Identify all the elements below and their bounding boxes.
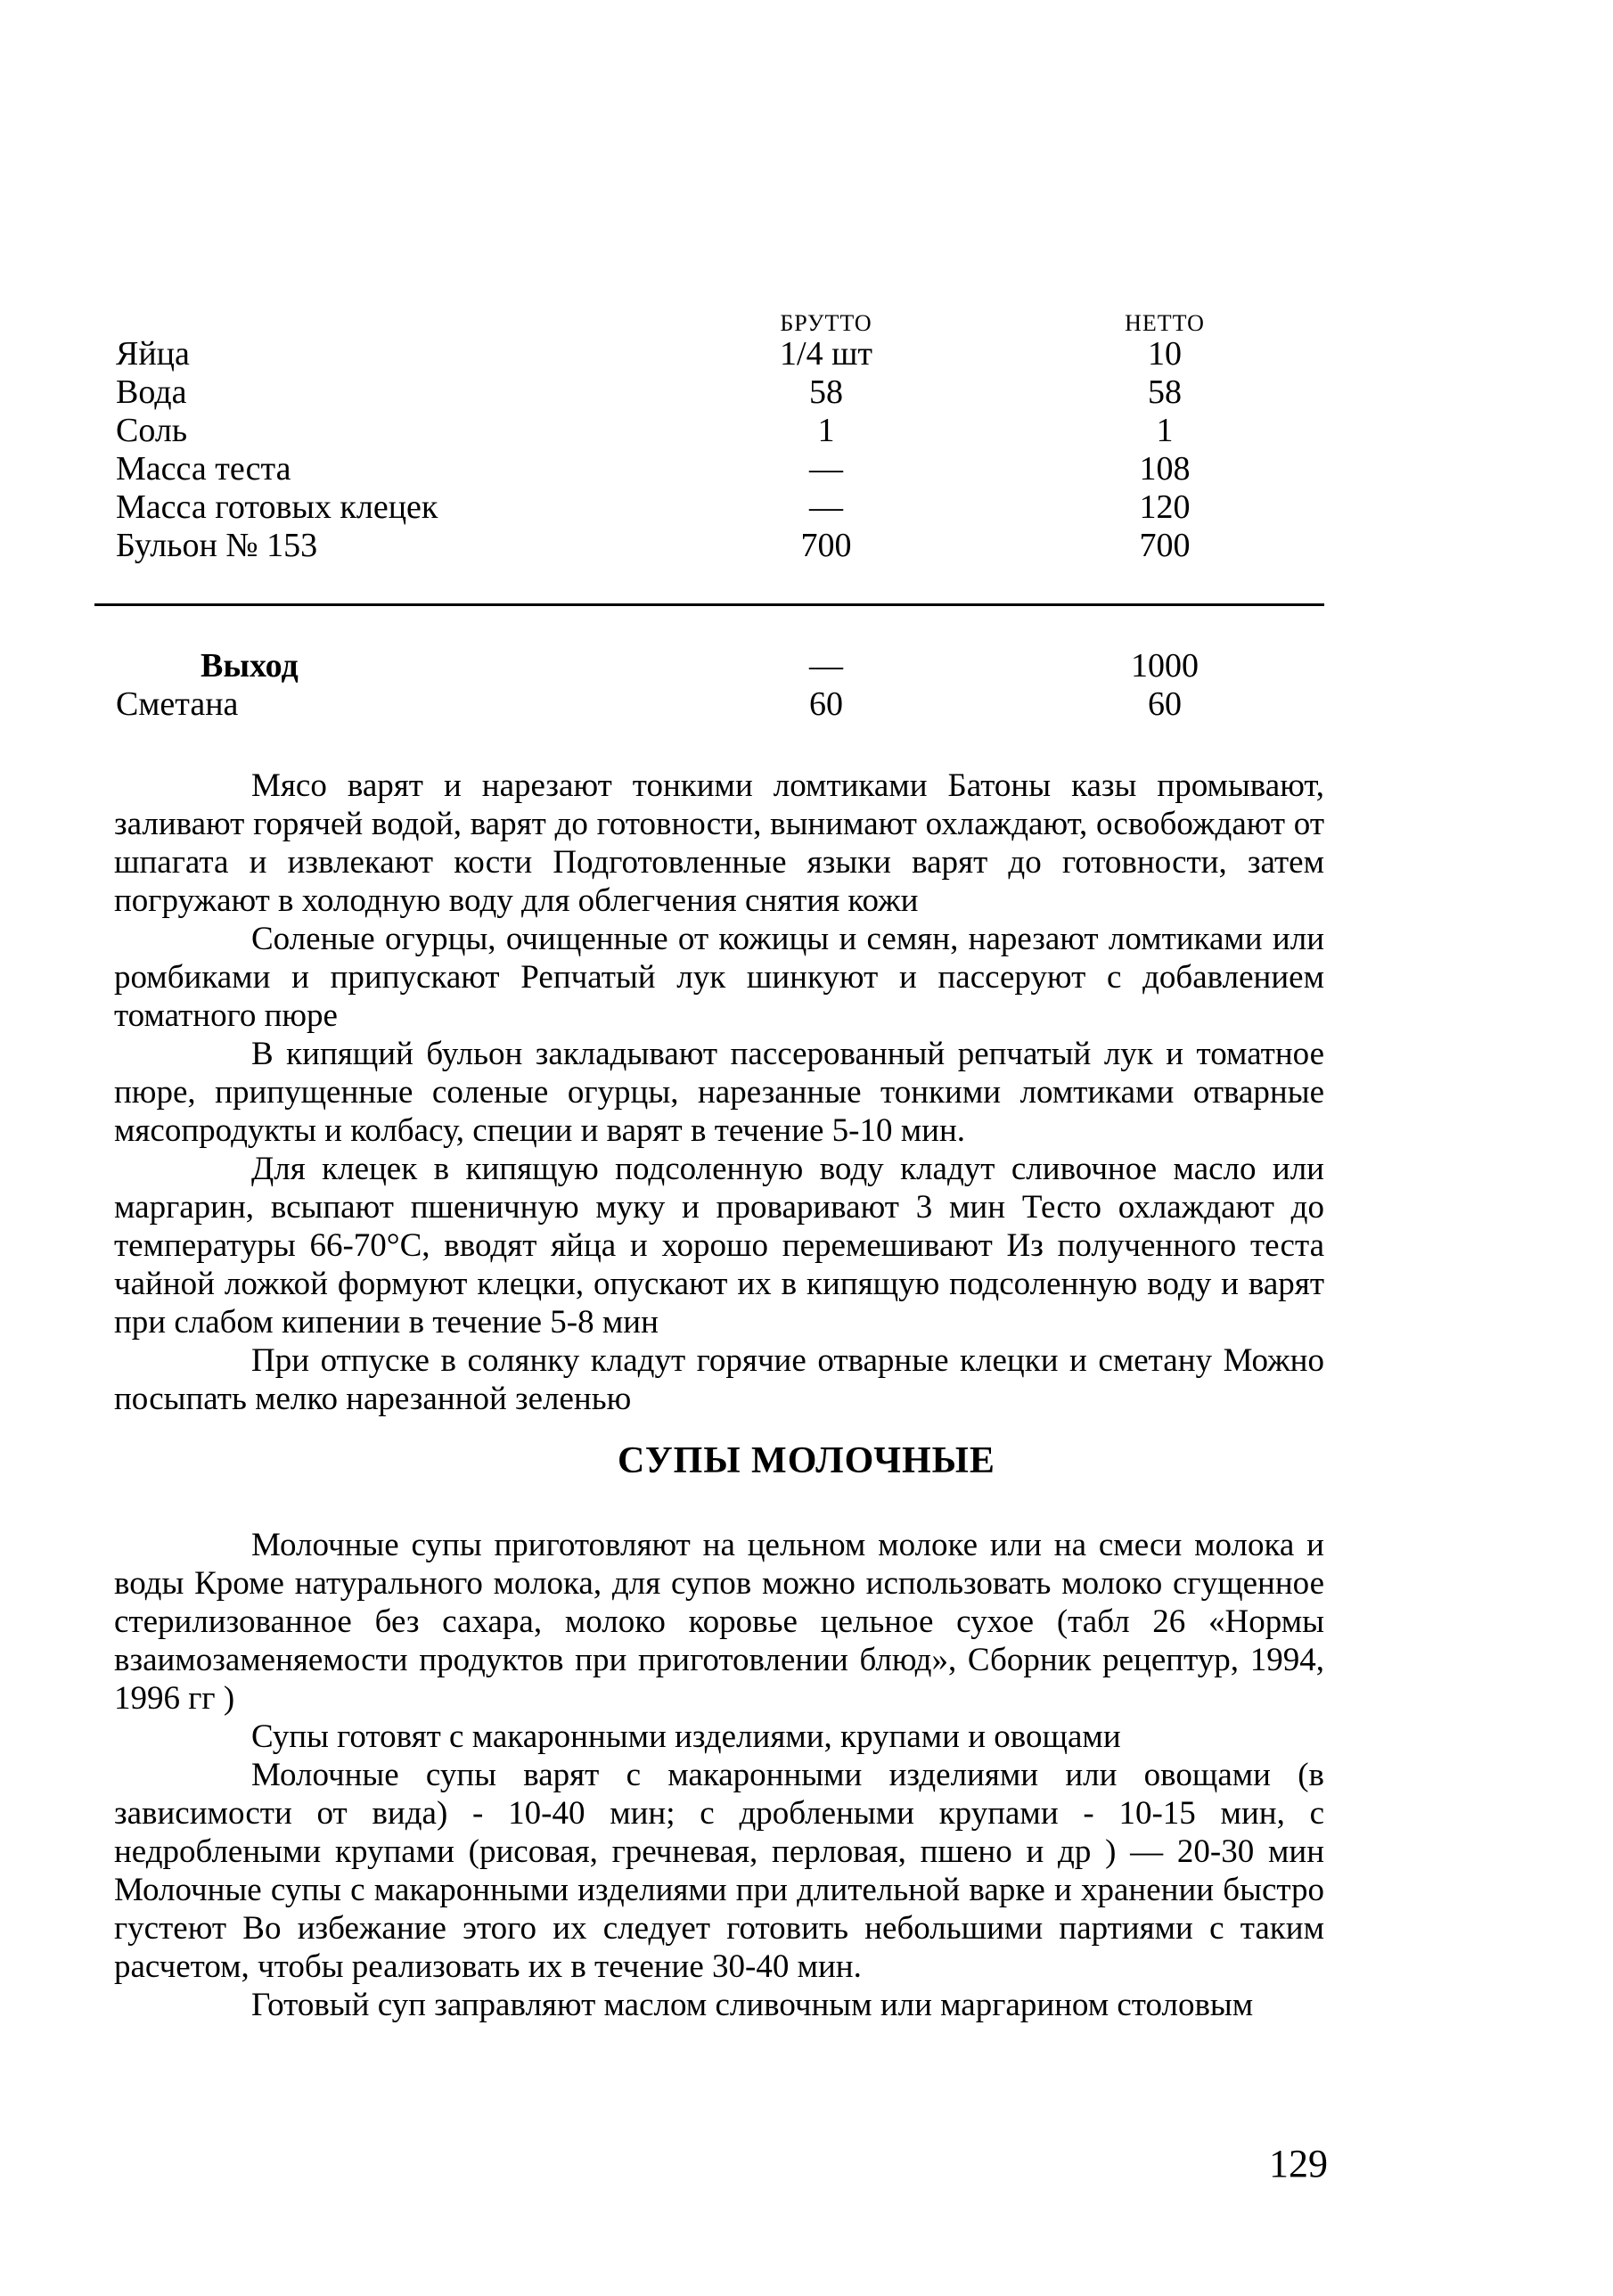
table-row <box>0 685 1613 724</box>
table-row <box>0 488 1613 527</box>
output-table <box>0 647 1613 724</box>
ingredient-name: Сметана <box>116 685 239 723</box>
netto-value: 1000 <box>1131 647 1199 685</box>
ingredient-name: Масса теста <box>116 450 291 488</box>
table-header <box>0 310 1613 337</box>
netto-value: 120 <box>1139 488 1191 526</box>
paragraph: Готовый суп заправляют маслом сливочным или маргарином столовым <box>251 1987 1254 2023</box>
section-title: СУПЫ МОЛОЧНЫЕ <box>618 1440 995 1481</box>
brutto-value: 1 <box>817 412 835 449</box>
paragraph: Мясо варят и нарезают тонкими ломтиками Батоны казы промывают, заливают горячей водой, варят до готовности, вынимают охлаждают, освобождают от шпагата и извлекают кости Подготовленные языки варят до готовности, затем погружают в холодную воду для облегчения снятия кожи <box>114 767 1324 919</box>
paragraph: При отпуске в солянку кладут горячие отварные клецки и сметану Можно посыпать мелко нарезанной зеленью <box>114 1342 1324 1417</box>
netto-value: 60 <box>1148 685 1182 723</box>
paragraph: Для клецек в кипящую подсоленную воду кладут сливочное масло или маргарин, всыпают пшеничную муку и проваривают 3 мин Тесто охлаждают до температуры 66-70°С, вводят яйца и хорошо перемешивают Из полученного теста чайной ложкой формуют клецки, опускают их в кипящую подсоленную воду и варят при слабом кипении в течение 5-8 мин <box>114 1151 1324 1341</box>
paragraph: Молочные супы приготовляют на цельном молоке или на смеси молока и воды Кроме натурального молока, для супов можно использовать молоко сгущенное стерилизованное без сахара, молоко коровье цельное сухое (табл 26 «Нормы взаимозаменяемости продуктов при приготовлении блюд», Сборник рецептур, 1994, 1996 гг ) <box>114 1527 1324 1717</box>
paragraph: Соленые огурцы, очищенные от кожицы и семян, нарезают ломтиками или ромбиками и припускают Репчатый лук шинкуют и пассеруют с добавлением томатного пюре <box>114 921 1324 1034</box>
brutto-value: 700 <box>800 527 852 564</box>
output-label: Выход <box>201 647 299 685</box>
ingredient-name: Соль <box>116 412 188 449</box>
netto-column-header: НЕТТО <box>1125 310 1205 336</box>
netto-value: 10 <box>1148 335 1182 373</box>
brutto-value: 58 <box>809 373 843 411</box>
brutto-value: — <box>809 647 843 685</box>
brutto-value: — <box>809 450 843 488</box>
netto-value: 700 <box>1139 527 1191 564</box>
ingredient-name: Бульон № 153 <box>116 527 318 564</box>
table-row <box>0 450 1613 488</box>
table-row <box>0 373 1613 412</box>
ingredient-name: Масса готовых клецек <box>116 488 438 526</box>
netto-value: 108 <box>1139 450 1191 488</box>
ingredient-name: Вода <box>116 373 187 411</box>
instructions-text <box>114 767 1324 1418</box>
paragraph: В кипящий бульон закладывают пассерованный репчатый лук и томатное пюре, припущенные соленые огурцы, нарезанные тонкими ломтиками отварные мясопродукты и колбасу, специи и варят в течение 5-10 мин. <box>114 1036 1324 1149</box>
netto-value: 1 <box>1156 412 1174 449</box>
netto-value: 58 <box>1148 373 1182 411</box>
table-row <box>0 412 1613 450</box>
table-row <box>0 335 1613 373</box>
table-row <box>0 527 1613 565</box>
table-divider <box>94 603 1324 606</box>
ingredient-table <box>0 335 1613 565</box>
output-row <box>0 647 1613 685</box>
paragraph: Молочные супы варят с макаронными изделиями или овощами (в зависимости от вида) - 10-40 мин; с дроблеными крупами - 10-15 мин, с недроблеными крупами (рисовая, гречневая, перловая, пшено и др ) — 20-30 мин Молочные супы с макаронными изделиями при длительной варке и хранении быстро густеют Во избежание этого их следует готовить небольшими партиями с таким расчетом, чтобы реализовать их в течение 30-40 мин. <box>114 1757 1324 1985</box>
brutto-value: 60 <box>809 685 843 723</box>
brutto-value: — <box>809 488 843 526</box>
paragraph: Супы готовят с макаронными изделиями, крупами и овощами <box>251 1718 1121 1755</box>
milk-soups-text <box>114 1526 1324 2024</box>
page-number: 129 <box>1269 2142 1328 2185</box>
brutto-column-header: БРУТТО <box>780 310 872 336</box>
brutto-value: 1/4 шт <box>780 335 872 373</box>
ingredient-name: Яйца <box>116 335 190 373</box>
